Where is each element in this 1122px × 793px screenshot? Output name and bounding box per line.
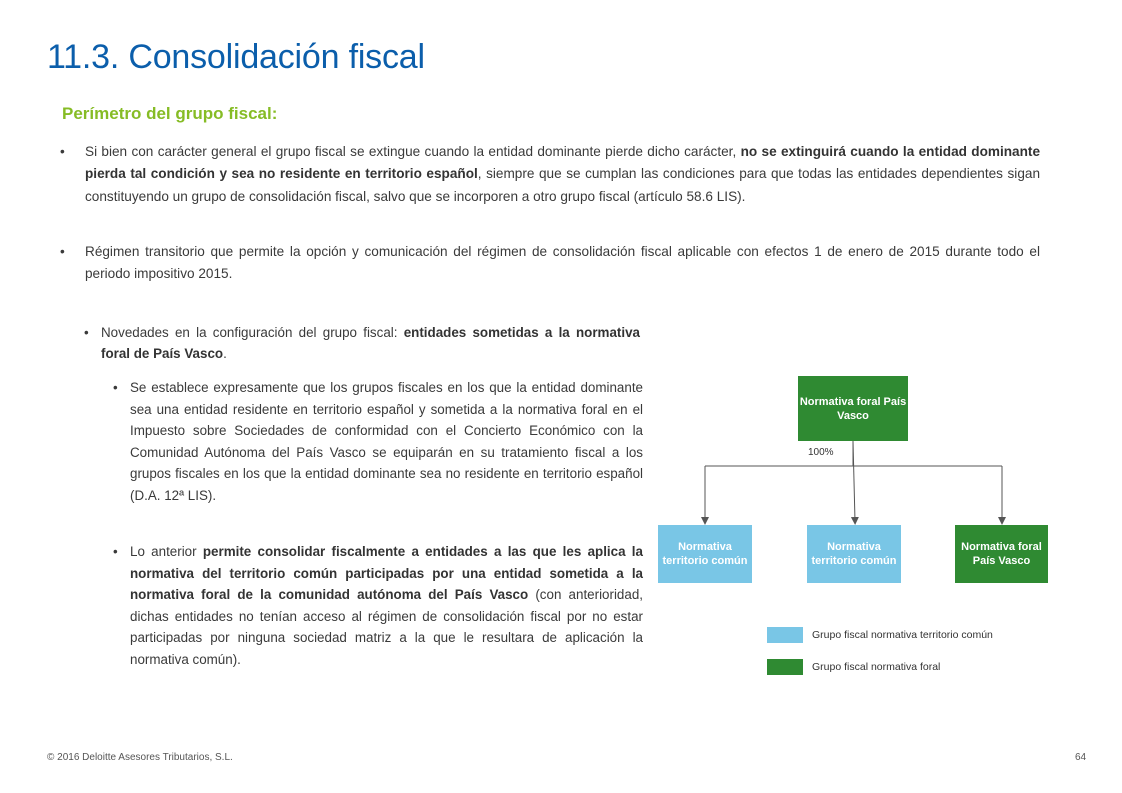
bullet-bold-segment: permite consolidar fiscalmente a entidades a las que les aplica la normativa del territorio común participadas por una entidad sometida a la normativa foral de la comunidad autónoma del País Vasco [130,544,643,603]
bullet-text-segment: , siempre que se cumplan las condiciones para que todas las entidades dependientes sigan constituyendo un grupo de consolidación fiscal, salvo que se incorporen a otro grupo fiscal (artículo 58.6 LIS). [85,166,1041,204]
bullet-dot: • [60,244,65,259]
bullet-text-segment: Se establece expresamente que los grupos fiscales en los que la entidad dominante sea una entidad residente en territorio español y sometida a la normativa foral en el Impuesto sobre Sociedades de conformidad con el Concierto Económico con la Comunidad Autónoma del País Vasco se equiparán en su tratamiento fiscal a los grupos fiscales en los que la entidad dominante sea no residente en territorio español (D.A. 12ª LIS). [130,380,643,503]
legend-label-common: Grupo fiscal normativa territorio común [812,629,993,641]
child-entity-label: Normativa territorio común [811,541,897,567]
footer-copyright: © 2016 Deloitte Asesores Tributarios, S.L. [47,752,233,763]
bullet-dot: • [84,325,89,340]
child-entity-label: Normativa territorio común [662,541,748,567]
bullet-dot: • [113,544,118,559]
bullet-dot: • [113,380,118,395]
bullet-text-segment: Régimen transitorio que permite la opción y comunicación del régimen de consolidación fiscal aplicable con efectos 1 de enero de 2015 durante todo el periodo impositivo 2015. [85,244,1040,282]
connector-arrow-middle [853,441,855,521]
page-title: 11.3. Consolidación fiscal [47,38,425,76]
bullet-bold-segment: entidades sometidas a la normativa foral de País Vasco [101,325,640,361]
bullet-text-segment: Si bien con carácter general el grupo fiscal se extingue cuando la entidad dominante pierde dicho carácter, [85,144,741,159]
child-entity-label: Normativa foral País Vasco [961,541,1042,567]
bullet-dot: • [60,144,65,159]
legend-swatch-common [767,627,803,643]
child-entity-box [658,525,752,583]
legend-label-foral: Grupo fiscal normativa foral [812,661,941,673]
parent-entity-label: Normativa foral País Vasco [799,395,907,422]
legend-swatch-foral [767,659,803,675]
parent-entity-box [798,376,908,441]
section-subtitle: Perímetro del grupo fiscal: [62,104,278,123]
bullet-text-segment: Novedades en la configuración del grupo fiscal: [101,325,404,340]
page-number: 64 [1075,752,1087,763]
bullet-text-segment: (con anterioridad, dichas entidades no tenían acceso al régimen de consolidación fiscal por no estar participadas por ninguna sociedad matriz a la que le resultara de aplicación la normativa común). [130,587,643,667]
child-entity-box [807,525,901,583]
ownership-percentage: 100% [808,447,834,458]
bullet-text-segment: . [223,346,227,361]
bullet-bold-segment: no se extinguirá cuando la entidad dominante pierda tal condición y sea no residente en territorio español [85,144,1040,182]
child-entity-box [955,525,1048,583]
bullet-text-segment: Lo anterior [130,544,203,559]
